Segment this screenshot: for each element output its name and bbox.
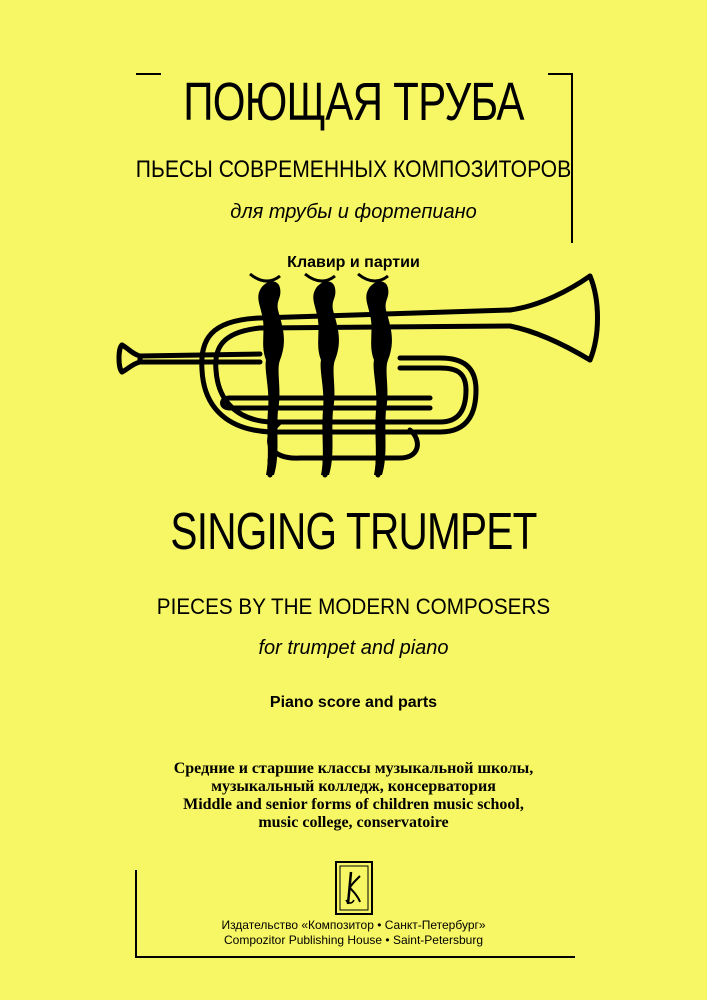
title-russian: ПОЮЩАЯ ТРУБА [183, 72, 524, 132]
subtitle-russian: ПЬЕСЫ СОВРЕМЕННЫХ КОМПОЗИТОРОВ [135, 156, 572, 183]
levels-block [0, 760, 707, 832]
levels-en-line2: music college, conservatoire [258, 814, 449, 831]
instrumentation-english: for trumpet and piano [258, 637, 449, 659]
publisher-ru: Издательство «Композитор • Санкт-Петербург» [221, 918, 486, 932]
levels-ru-line1: Средние и старшие классы музыкальной школы, [173, 760, 534, 777]
publisher-en: Compozitor Publishing House • Saint-Petersburg [224, 933, 483, 947]
subtitle-english: PIECES BY THE MODERN COMPOSERS [156, 594, 551, 619]
instrumentation-russian: для трубы и фортепиано [230, 201, 477, 223]
score-russian: Клавир и партии [287, 254, 420, 271]
title-english: SINGING TRUMPET [170, 503, 537, 561]
frame-bottom-line [135, 956, 575, 958]
trumpet-illustration [110, 270, 610, 485]
publisher-block [0, 918, 707, 948]
levels-en-line1: Middle and senior forms of children music school, [183, 796, 524, 813]
levels-ru-line2: музыкальный колледж, консерватория [211, 778, 496, 795]
score-english: Piano score and parts [269, 694, 438, 711]
publisher-k-logo [334, 860, 374, 916]
